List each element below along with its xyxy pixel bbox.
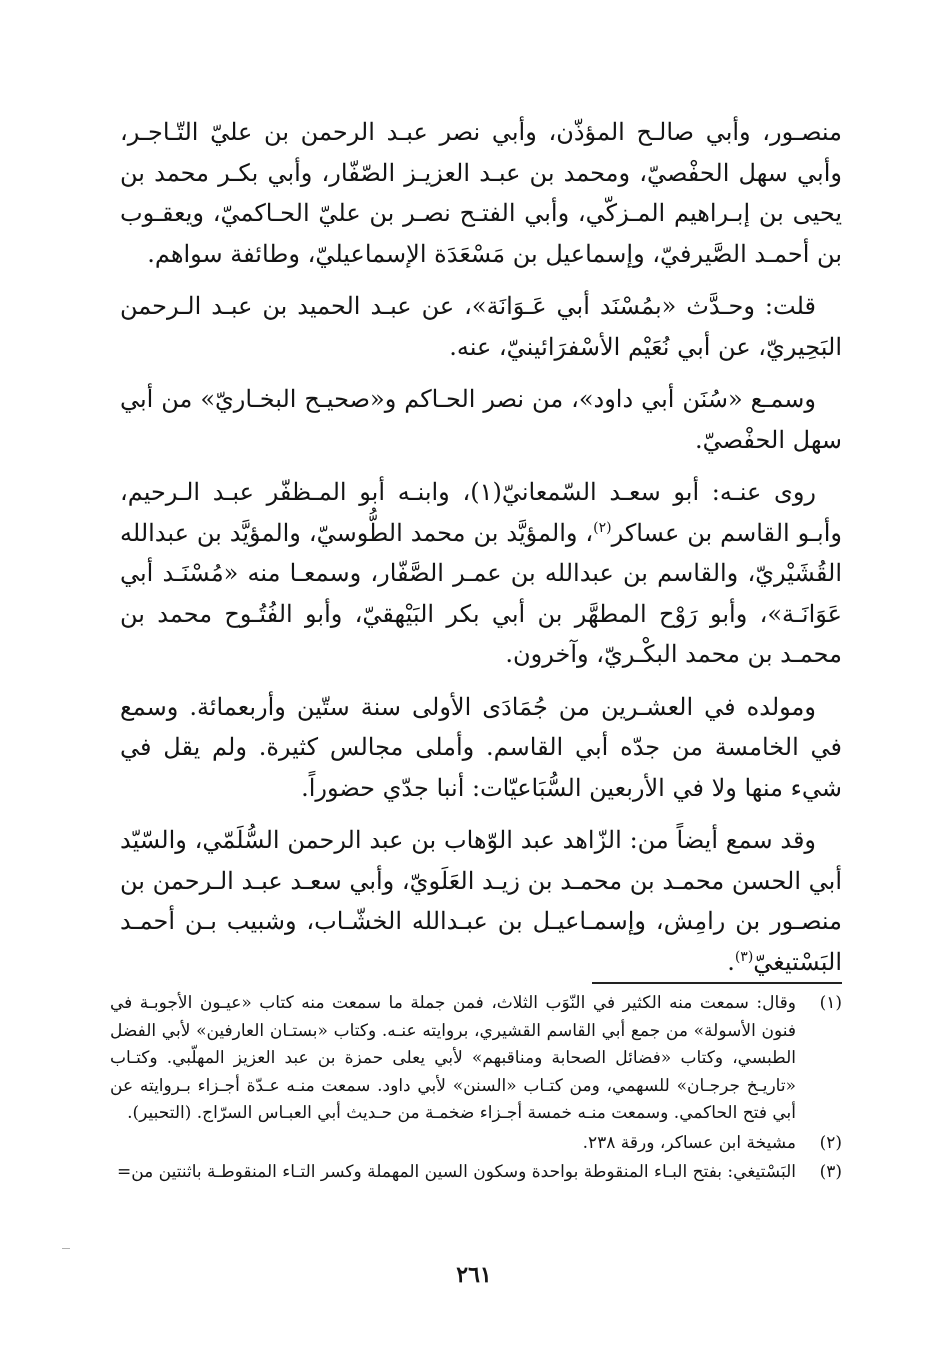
footnote-number: (٢): [819, 1132, 842, 1153]
footnotes: [110, 990, 842, 1189]
paragraph-2: قلت: وحـدَّث «بمُسْنَد أبي عَـوَانَة»، عن عبـد الحميد بن عبـد الـرحمن البَحِيريّ، عن أبي نُعَيْم الأسْفرَائينيّ، عنه.: [120, 292, 842, 361]
footnote-number: (٣): [819, 1162, 842, 1182]
footnote-1: [110, 990, 842, 1128]
footnote-2: [110, 1130, 842, 1158]
paragraph-5: ومولده في العشـرين من جُمَادَى الأولى سنة ستّين وأربعمائة. وسمع في الخامسة من جدّه أبي القاسم. وأملى مجالس كثيرة. ولم يقل في شيء منها ولا في الأربعين السُّبَاعيّات: أنبا جدّي حضوراً.: [120, 692, 842, 802]
footnote-text: مشيخة ابن عساكر، ورقة ٢٣٨.: [582, 1132, 796, 1153]
margin-mark: [62, 1248, 70, 1249]
page-number: ٢٦١: [456, 1262, 492, 1288]
paragraph-1: منصـور، وأبي صالـح المؤذّن، وأبي نصر عبـد الرحمن بن عليّ التّـاجـر، وأبي سهل الحفْصيّ، ومحمد بن عبـد العزيـز الصّفّار، وأبي بكـر محمد بن يحيى بن إبـراهيم المـزكّي، وأبي الفتـح نصـر بن عليّ الحـاكميّ، ويعقـوب بن أحمـد الصَّيرفيّ، وإسماعيل بن مَسْعَدَة الإسماعيليّ، وطائفة سواهم.: [120, 118, 842, 268]
footnote-3: [110, 1159, 842, 1187]
main-text: [120, 112, 842, 994]
footnote-ref-3[interactable]: (٣): [734, 948, 754, 965]
paragraph-4: روى عنـه: أبو سعـد السّمعانيّ(١)، وابنـه أبو المـظفّر عبـد الـرحيم، وأبـو القاسم بن عساكر$^{(٢)}$، والمؤيَّد بن محمد الطُّوسيّ، والمؤيَّد بن عبدالله القُشَيْريّ، والقاسم بن عبدالله بن عمـر الصَّفّار، وسمعـا منه «مُسْنَـد أبي عَوَانَـة»، وأبو رَوْح المطهَّر بن أبي بكر البَيْهقيّ، وأبو الفُتُـوح محمد بن محمـد بن محمد البكْـريّ، وآخرون.: [120, 478, 842, 668]
paragraph-3: وسمـع «سُنَن أبي داود»، من نصر الحـاكم و«صحيـح البخـاريّ» من أبي سهل الحفْصيّ.: [120, 385, 842, 454]
footnote-ref-2[interactable]: (٢): [593, 519, 612, 536]
footnote-separator: [592, 982, 842, 984]
footnote-text: البَسْتيغي: بفتح البـاء المنقوطة بواحدة وسكون السين المهملة وكسر التـاء المنقوطـة باثنتين من=: [116, 1162, 796, 1182]
paragraph-6: وقد سمع أيضاً من: الزّاهد عبد الوّهاب بن عبد الرحمن السُّلَمّي، والسّيّد أبي الحسن محمـد بن محمـد بن زيـد العَلَويّ، وأبي سعـد عبـد الـرحمن بن منصـور بن رامِش، وإسمـاعيـل بن عبـدالله الخشّـاب، وشبيب بـن أحمـد البَسْتيغيّ$^{(٣)}$.: [120, 826, 842, 976]
footnote-number: (١): [819, 993, 842, 1013]
footnote-text: وقال: سمعت منه الكثير في النّوَب الثلاث، فمن جملة ما سمعت منه كتاب «عيـون الأجوبـة في فنون الأسولة» من جمع أبي القاسم القشيري، بروايته عنـه. وكتاب «بستـان العارفين» لأبي الفضل الطبسي، وكتاب «فضائل الصحابة ومناقبهم» لأبي يعلى حمزة بن عبد العزيز المهلّبي. وكتـاب «تاريـخ جرجـان» للسهمي، ومن كتـاب «السنن» لأبي داود. سمعت منـه عـدّة أجـزاء بـروايته عن أبي فتح الحاكمي. وسمعت منـه خمسة أجـزاء ضخمـة من حـديث أبي العبـاس السرّاج. (التحبير).: [110, 993, 796, 1123]
